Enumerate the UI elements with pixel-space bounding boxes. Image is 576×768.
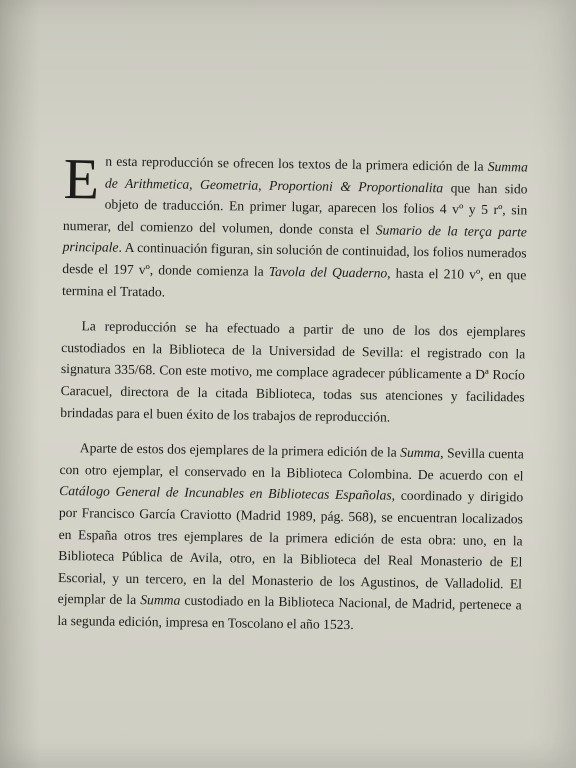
page-text: [57, 146, 528, 652]
italic-title: Sumario de la terça parte principale: [62, 222, 528, 256]
text-segment: , coordinado y dirigido por Francisco García Craviotto (Madrid 1989, pág. 568), se encuentran localizados en España otros tres ejemplares de la primera edición de esta obra: uno, en la Biblioteca Pública de Avila, otro, en la Biblioteca del Real Monasterio de El Escorial, y un tercero, en la del Monasterio de los Agustinos, de Valladolid. El ejemplar de la: [57, 487, 524, 608]
text-segment: n esta reproducción se ofrecen los textos de la primera edición de la: [105, 153, 488, 174]
text-segment: Aparte de estos dos ejemplares de la primera edición de la: [79, 440, 401, 460]
drop-cap: E: [63, 146, 100, 212]
paragraph-3: [57, 437, 524, 638]
text-segment: custodiado en la Biblioteca Nacional, de Madrid, pertenece a la segunda edición, impresa en Toscolano el año 1523.: [57, 592, 522, 632]
text-segment: , Sevilla cuenta con otro ejemplar, el conservado en la Biblioteca Colombina. De acuerdo con el: [59, 445, 524, 484]
text-segment: , hasta el 210 vº, en que termina el Tratado.: [61, 265, 527, 299]
paragraph-2: [60, 315, 525, 429]
text-segment: La reproducción se ha efectuado a partir de uno de los dos ejemplares custodiados en la Biblioteca de la Universidad de Sevilla: el registrado con la signatura 335/68. Con este motivo, me complace agradecer públicamente a Dª Rocío Caracuel, directora de la citada Biblioteca, todas sus atenciones y facilidades brindadas para el buen éxito de los trabajos de reproducción.: [60, 318, 526, 425]
italic-title: Catálogo General de Incunables en Bibliotecas Españolas: [59, 483, 392, 503]
italic-title: Summa: [400, 444, 441, 461]
paragraph-1: [61, 146, 528, 308]
text-segment: . A continuación figuran, sin solución de continuidad, los folios numerados desde el 197 vº, donde comienza la: [62, 240, 527, 279]
italic-title: Summa: [140, 592, 181, 608]
text-segment: que han sido objeto de traducción. En primer lugar, aparecen los folios 4 vº y 5 rº, sin numerar, del comienzo del volumen, donde consta el: [62, 179, 528, 238]
page-shadow: [0, 0, 40, 768]
italic-title: Tavola del Quaderno: [268, 263, 388, 281]
italic-title: Summa de Arithmetica, Geometria, Proportioni & Proportionalita: [104, 158, 528, 195]
